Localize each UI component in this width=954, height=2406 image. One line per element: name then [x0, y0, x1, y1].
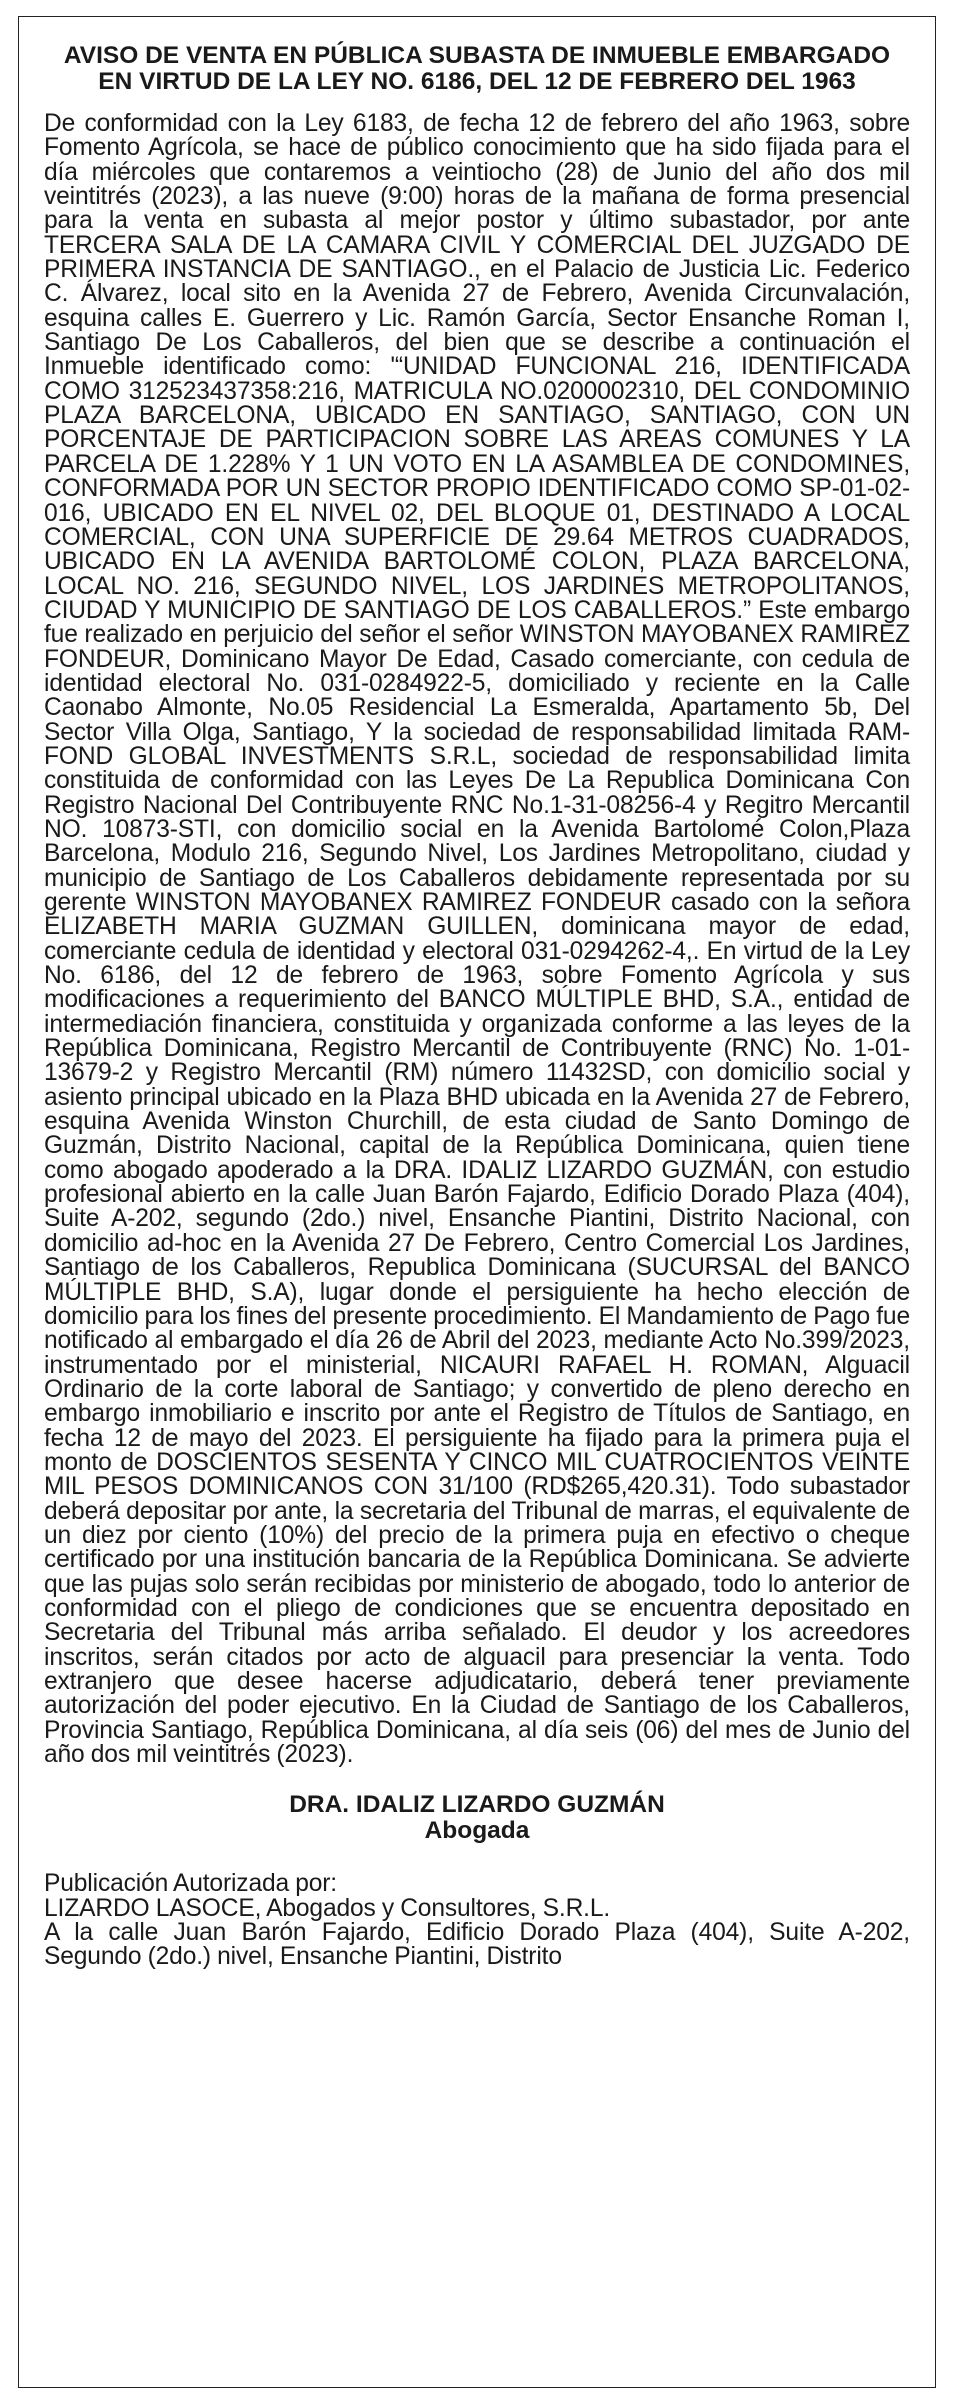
publication-label: Publicación Autorizada por: — [44, 1870, 337, 1898]
notice-body: De conformidad con la Ley 6183, de fecha 12 de febrero del año 1963, sobre Fomento Agrícola, se hace de público conocimiento que ha sido fijada para el día miércoles que contaremos a veintiocho (28) de Junio del año dos mil veintitrés (2023), a las nueve (9:00) horas de la mañana de forma presencial para la venta en subasta al mejor postor y último subastador, por ante TERCERA SALA DE LA CAMARA CIVIL Y COMERCIAL DEL JUZGADO DE PRIMERA INSTANCIA DE SANTIAGO., en el Palacio de Justicia Lic. Federico C. Álvarez, local sito en la Avenida 27 de Febrero, Avenida Circunvalación, esquina calles E. Guerrero y Lic. Ramón García, Sector Ensanche Roman I, Santiago De Los Caballeros, del bien que se describe a continuación el Inmueble identificado como: '“UNIDAD FUNCIONAL 216, IDENTIFICADA COMO 312523437358:216, MATRICULA NO.0200002310, DEL CONDOMINIO PLAZA BARCELONA, UBICADO EN SANTIAGO, SANTIAGO, CON UN PORCENTAJE DE PARTICIPACION SOBRE LAS AREAS COMUNES Y LA PARCELA DE 1.228% Y 1 UN VOTO EN LA ASAMBLEA DE CONDOMINES, CONFORMADA POR UN SECTOR PROPIO IDENTIFICADO COMO SP-01-02-016, UBICADO EN EL NIVEL 02, DEL BLOQUE 01, DESTINADO A LOCAL COMERCIAL, CON UNA SUPERFICIE DE 29.64 METROS CUADRADOS, UBICADO EN LA AVENIDA BARTOLOMÉ COLON, PLAZA BARCELONA, LOCAL NO. 216, SEGUNDO NIVEL, LOS JARDINES METROPOLITANOS, CIUDAD Y MUNICIPIO DE SANTIAGO DE LOS CABALLEROS.” Este embargo fue realizado en perjuicio del señor el señor WINSTON MAYOBANEX RAMIREZ FONDEUR, Dominicano Mayor De Edad, Casado comerciante, con cedula de identidad electoral No. 031-0284922-5, domiciliado y reciente en la Calle Caonabo Almonte, No.05 Residencial La Esmeralda, Apartamento 5b, Del Sector Villa Olga, Santiago, Y la sociedad de responsabilidad limitada RAM-FOND GLOBAL INVESTMENTS S.R.L, sociedad de responsabilidad limita constituida de conformidad con las Leyes De La Republica Dominicana Con Registro Nacional Del Contribuyente RNC No.1-31-08256-4 y Regitro Mercantil NO. 10873-STI, con domicilio social en la Avenida Bartolomé Colon,Plaza Barcelona, Modulo 216, Segundo Nivel, Los Jardines Metropolitano, ciudad y municipio de Santiago de Los Caballeros debidamente representada por su gerente WINSTON MAYOBANEX RAMIREZ FONDEUR casado con la señora ELIZABETH MARIA GUZMAN GUILLEN, dominicana mayor de edad, comerciante cedula de identidad y electoral 031-0294262-4,. En virtud de la Ley No. 6186, del 12 de febrero de 1963, sobre Fomento Agrícola y sus modificaciones a requerimiento del BANCO MÚLTIPLE BHD, S.A., entidad de intermediación financiera, constituida y organizada conforme a las leyes de la República Dominicana, Registro Mercantil de Contribuyente (RNC) No. 1-01-13679-2 y Registro Mercantil (RM) número 11432SD, con domicilio social y asiento principal ubicado en la Plaza BHD ubicada en la Avenida 27 de Febrero, esquina Avenida Winston Churchill, de esta ciudad de Santo Domingo de Guzmán, Distrito Nacional, capital de la República Dominicana, quien tiene como abogado apoderado a la DRA. IDALIZ LIZARDO GUZMÁN, con estudio profesional abierto en la calle Juan Barón Fajardo, Edificio Dorado Plaza (404), Suite A-202, segundo (2do.) nivel, Ensanche Piantini, Distrito Nacional, con domicilio ad-hoc en la Avenida 27 De Febrero, Centro Comercial Los Jardines, Santiago de los Caballeros, Republica Dominicana (SUCURSAL del BANCO MÚLTIPLE BHD, S.A), lugar donde el persiguiente ha hecho elección de domicilio para los fines del presente procedimiento. El Mandamiento de Pago fue notificado al embargado el día 26 de Abril del 2023, mediante Acto No.399/2023, instrumentado por el ministerial, NICAURI RAFAEL H. ROMAN, Alguacil Ordinario de la corte laboral de Santiago; y convertido de pleno derecho en embargo inmobiliario e inscrito por ante el Registro de Títulos de Santiago, en fecha 12 de mayo del 2023. El persiguiente ha fijado para la primera puja el monto de DOSCIENTOS SESENTA Y CINCO MIL CUATROCIENTOS VEINTE MIL PESOS DOMINICANOS CON 31/100 (RD$265,420.31). Todo subastador deberá depositar por ante, la secretaria del Tribunal de marras, el equivalente de un diez por ciento (10%) del precio de la primera puja en efectivo o cheque certificado por una institución bancaria de la República Dominicana. Se advierte que las pujas solo serán recibidas por ministerio de abogado, todo lo anterior de conformidad con el pliego de condiciones que se encuentra depositado en Secretaria del Tribunal más arriba señalado. El deudor y los acreedores inscritos, serán citados por acto de alguacil para presenciar la venta. Todo extranjero que desee hacerse adjudicatario, deberá tener previamente autorización del poder ejecutivo. En la Ciudad de Santiago de los Caballeros, Provincia Santiago, República Dominicana, al día seis (06) del mes de Junio del año dos mil veintitrés (2023). — [44, 110, 910, 1769]
signature-block — [44, 1792, 910, 1844]
signer-role: Abogada — [424, 1817, 530, 1845]
notice-title: AVISO DE VENTA EN PÚBLICA SUBASTA DE INMUEBLE EMBARGADO EN VIRTUD DE LA LEY NO. 6186, DEL 12 DE FEBRERO DEL 1963 — [63, 42, 891, 95]
publication-address: A la calle Juan Barón Fajardo, Edificio Dorado Plaza (404), Suite A-202, Segundo (2do.) nivel, Ensanche Piantini, Distrito — [44, 1919, 910, 1971]
publication-firm: LIZARDO LASOCE, Abogados y Consultores, S.R.L. — [44, 1894, 611, 1922]
signer-name: DRA. IDALIZ LIZARDO GUZMÁN — [289, 1791, 665, 1819]
legal-notice — [18, 16, 936, 2388]
publication-block — [44, 1872, 910, 1969]
